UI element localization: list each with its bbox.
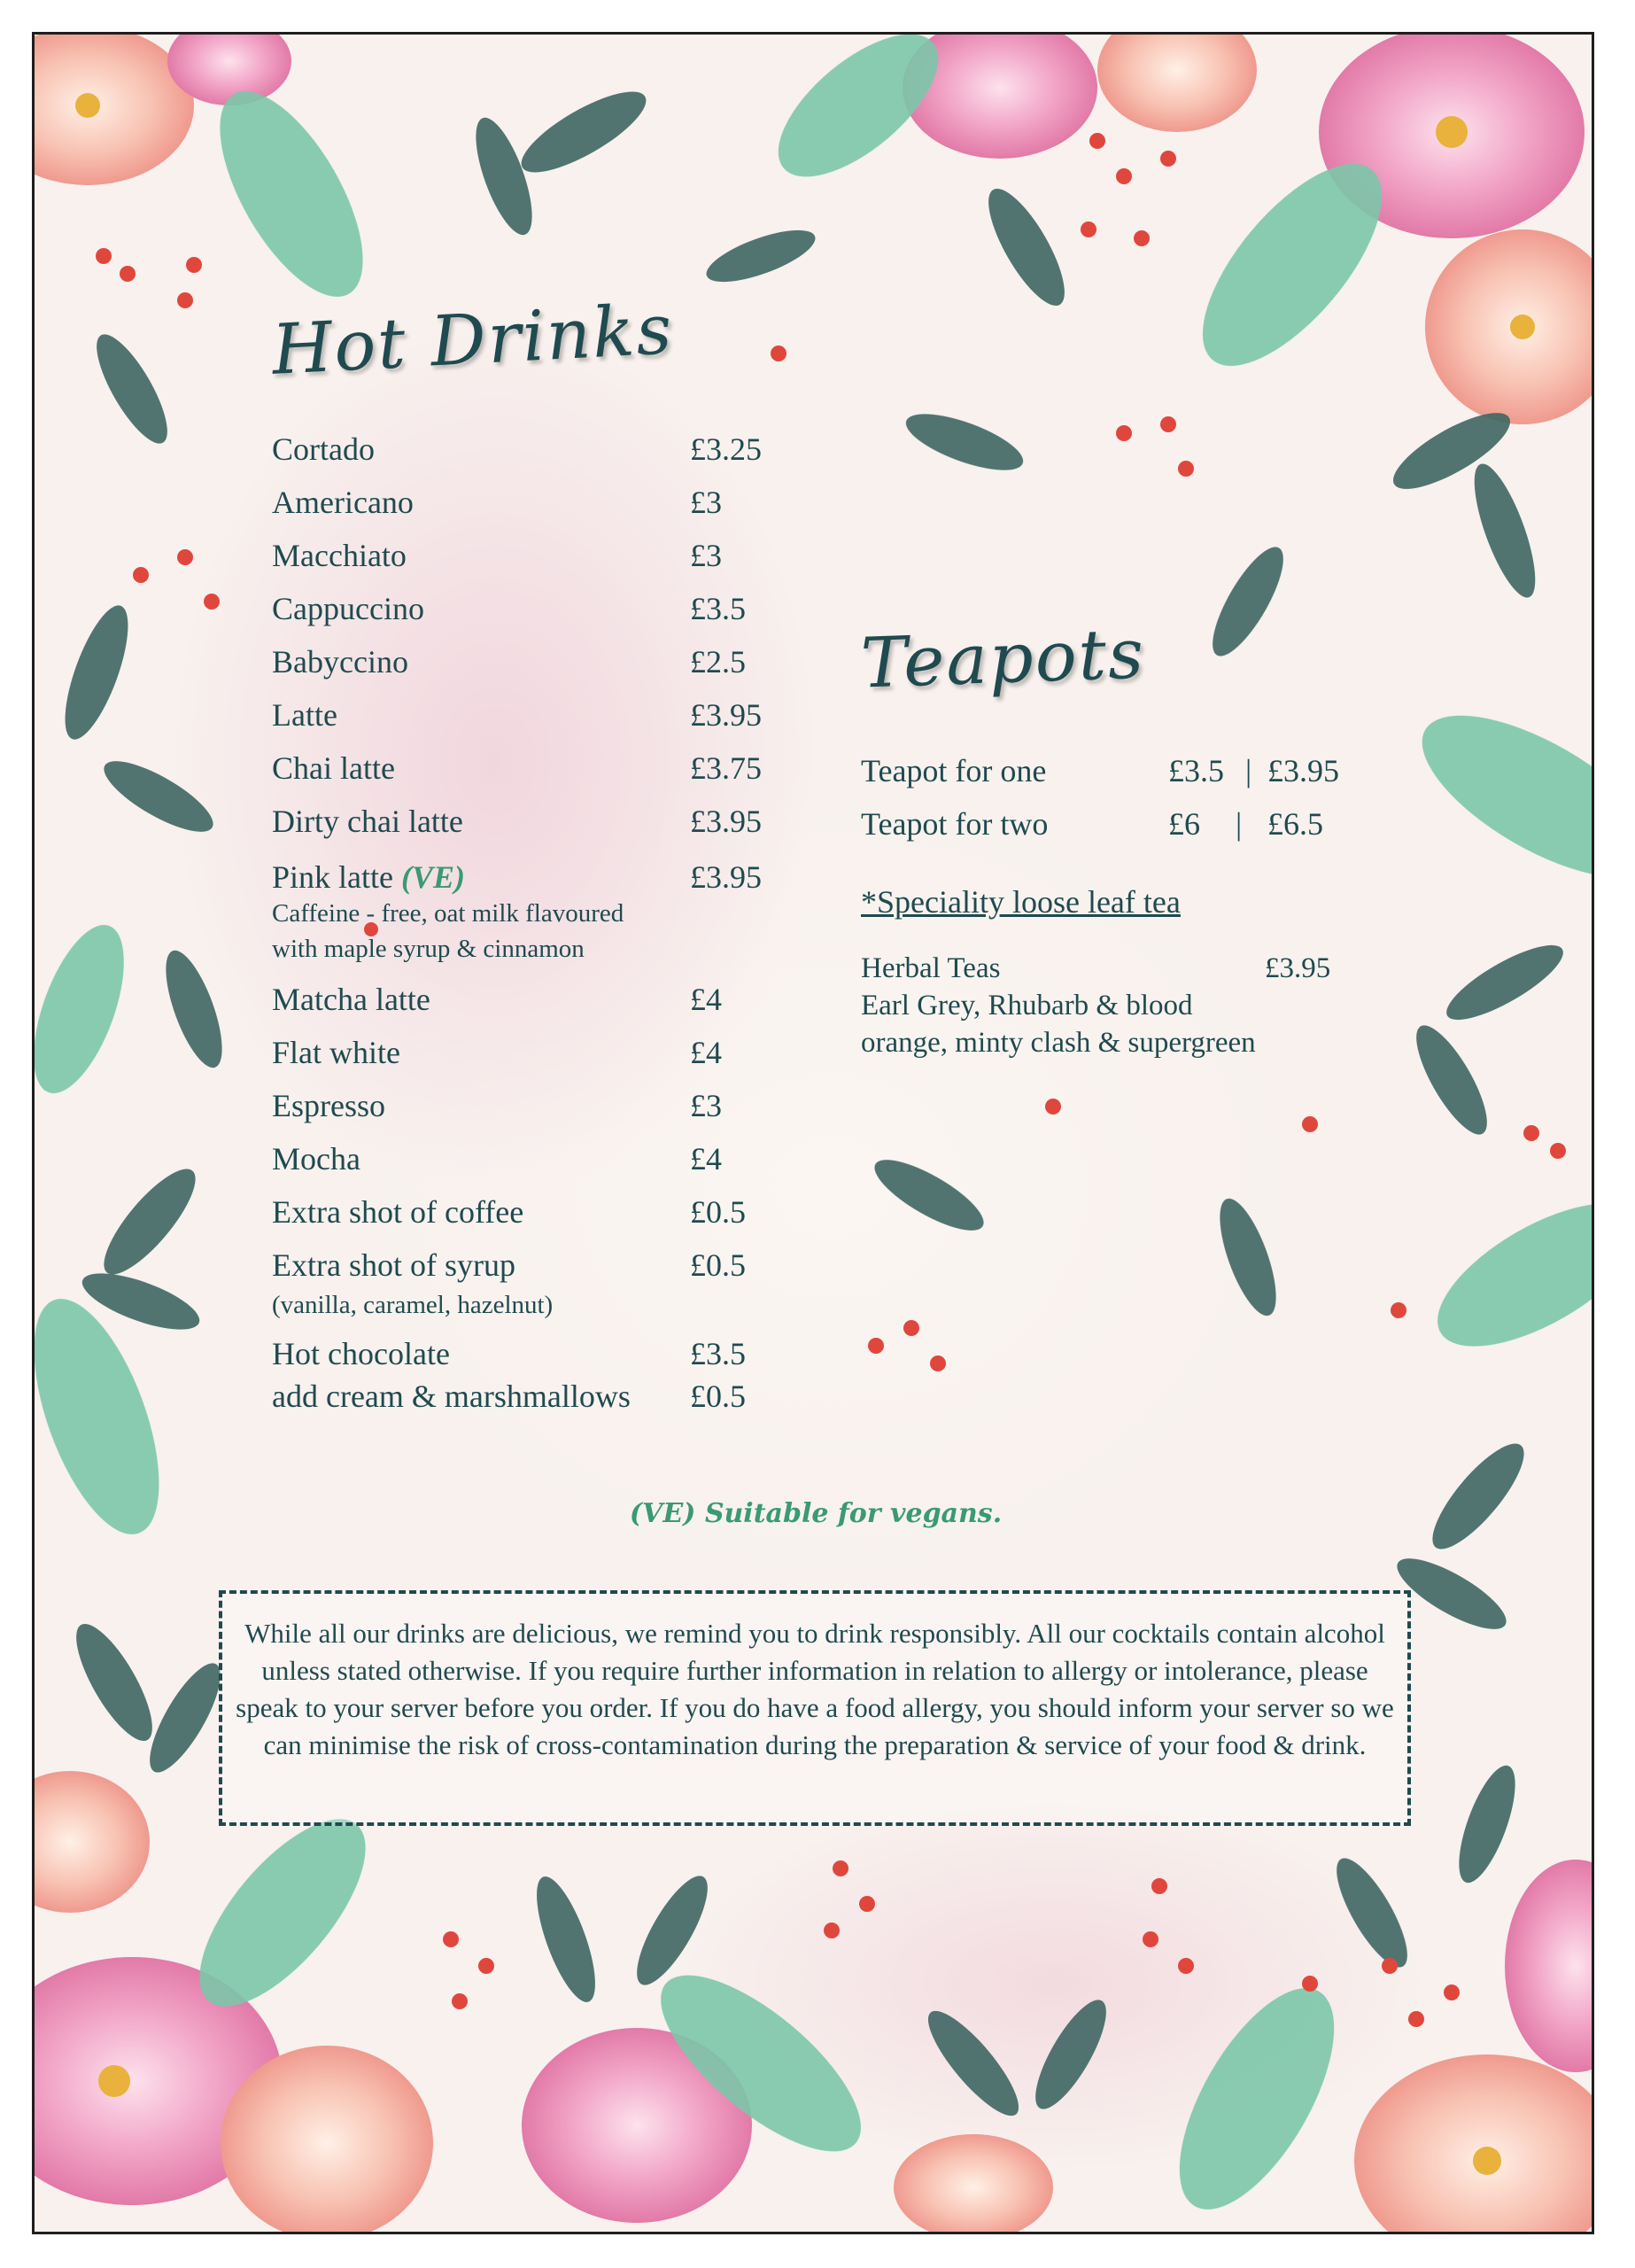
item-price: £3 xyxy=(690,538,722,573)
item-price: £3 xyxy=(690,1088,722,1123)
allergy-disclaimer-box xyxy=(219,1590,1411,1826)
item-price: £3.75 xyxy=(690,750,762,786)
item-name: Dirty chai latte xyxy=(272,804,463,839)
item-name: Americano xyxy=(272,485,414,520)
vegan-tag: (VE) xyxy=(401,859,465,895)
item-name: Flat white xyxy=(272,1035,400,1070)
item-name: Teapot for one xyxy=(861,753,1047,788)
item-price: £3.95 xyxy=(690,804,762,839)
item-price: £3.25 xyxy=(690,431,762,467)
item-description: orange, minty clash & supergreen xyxy=(861,1027,1256,1059)
item-price: £0.5 xyxy=(690,1379,746,1414)
item-description: with maple syrup & cinnamon xyxy=(272,935,585,963)
disclaimer-text: While all our drinks are delicious, we remind you to drink responsibly. All our cocktails contain alcohol unless stated otherwise. If you require further information in relation to allergy or intolerance, please speak to your server before you order. If you do have a food allergy, you should inform your server so we can minimise the risk of cross-contamination during the preparation & service of your food & drink. xyxy=(236,1618,1394,1760)
item-price: £2.5 xyxy=(690,644,746,680)
item-name: Pink latte (VE) xyxy=(272,859,465,895)
item-name: Cappuccino xyxy=(272,591,424,626)
item-price: £3.95 xyxy=(690,859,762,895)
item-price: £3.5 xyxy=(1168,753,1224,788)
price-separator: | xyxy=(1236,806,1243,842)
item-price: £0.5 xyxy=(690,1247,746,1283)
item-name: Hot chocolate xyxy=(272,1336,450,1371)
vegan-note: (VE) Suitable for vegans. xyxy=(629,1498,1003,1529)
price-separator: | xyxy=(1245,753,1252,788)
item-price: £0.5 xyxy=(690,1194,746,1230)
item-price: £3.95 xyxy=(1267,753,1339,788)
hot-drinks-heading: Hot Drinks xyxy=(269,290,676,391)
item-name: Espresso xyxy=(272,1088,385,1123)
item-price: £3.5 xyxy=(690,591,746,626)
item-price: £6.5 xyxy=(1267,806,1323,842)
item-price: £3.5 xyxy=(690,1336,746,1371)
item-name: Latte xyxy=(272,697,337,733)
floral-decoration xyxy=(35,35,1594,2234)
item-name: Teapot for two xyxy=(861,806,1049,842)
item-price: £4 xyxy=(690,982,722,1017)
speciality-tea-heading: *Speciality loose leaf tea xyxy=(861,884,1181,920)
item-name: Macchiato xyxy=(272,538,407,573)
item-name: add cream & marshmallows xyxy=(272,1379,631,1414)
item-name: Mocha xyxy=(272,1141,360,1177)
item-description: (vanilla, caramel, hazelnut) xyxy=(272,1291,554,1319)
item-price: £4 xyxy=(690,1141,722,1177)
flower-top-center xyxy=(903,35,1257,159)
item-price: £3.95 xyxy=(690,697,762,733)
item-name: Chai latte xyxy=(272,750,395,786)
item-name: Herbal Teas xyxy=(861,952,1001,984)
item-price: £3.95 xyxy=(1265,952,1331,984)
item-description: Earl Grey, Rhubarb & blood xyxy=(861,990,1193,1021)
menu-page xyxy=(32,32,1594,2234)
item-name: Extra shot of syrup xyxy=(272,1247,515,1283)
item-price: £6 xyxy=(1168,806,1200,842)
item-description: Caffeine - free, oat milk flavoured xyxy=(272,899,624,928)
item-name: Extra shot of coffee xyxy=(272,1194,524,1230)
list-item xyxy=(272,431,375,468)
item-price: £4 xyxy=(690,1035,722,1070)
item-price: £3 xyxy=(690,485,722,520)
item-name: Cortado xyxy=(272,431,375,467)
teapots-heading: Teapots xyxy=(859,614,1147,704)
item-name: Matcha latte xyxy=(272,982,430,1017)
item-name: Babyccino xyxy=(272,644,408,680)
